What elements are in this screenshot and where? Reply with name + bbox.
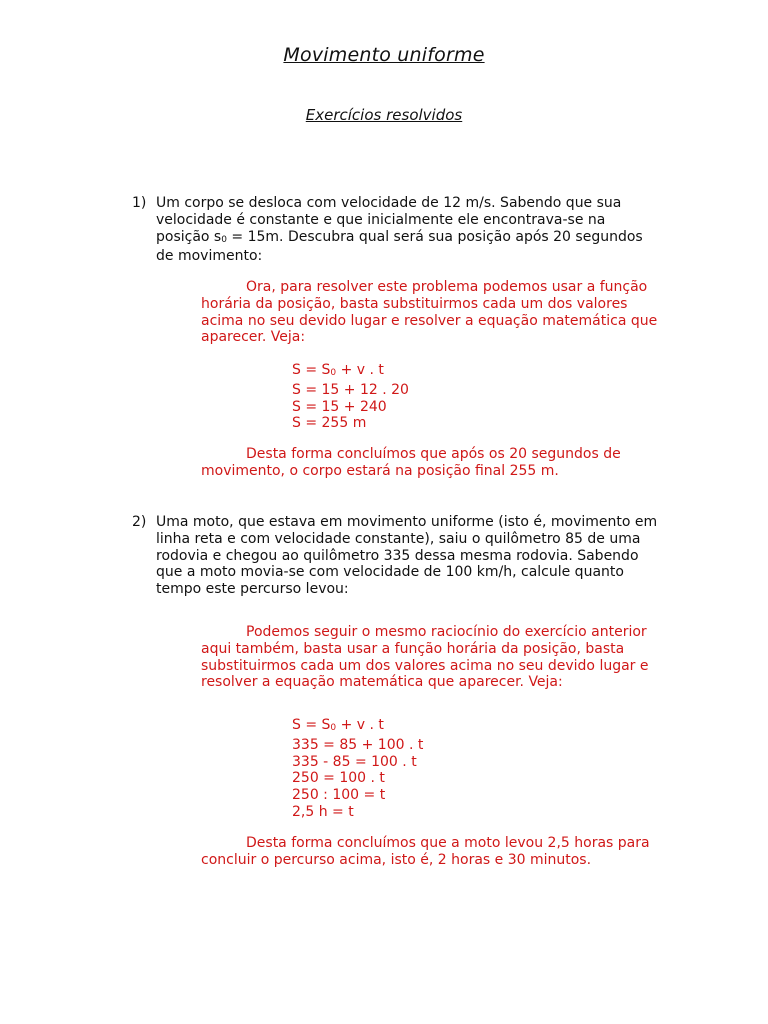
answer-2-equation-1-a: S = S xyxy=(292,717,331,733)
answer-2-equation-5: 250 : 100 = t xyxy=(292,787,386,804)
answer-1-equations xyxy=(292,362,409,432)
answer-1-conclusion: Desta forma concluímos que após os 20 segundos de movimento, o corpo estará na posição final 255 m. xyxy=(201,446,621,479)
question-2-text: Uma moto, que estava em movimento uniforme (isto é, movimento em linha reta e com velocidade constante), saiu o quilômetro 85 de uma rodovia e chegou ao quilômetro 335 dessa mesma rodovia. Sabendo que a moto movia-se com velocidade de 100 km/h, calcule quanto tempo este percurso levou: xyxy=(156,514,658,598)
answer-2-equations xyxy=(292,717,423,821)
answer-1-equation-1-b: + v . t xyxy=(336,362,384,378)
answer-2-equation-1-b: + v . t xyxy=(336,717,384,733)
answer-2-equation-1-sub: 0 xyxy=(330,723,337,733)
answer-2-equation-1 xyxy=(292,717,423,737)
answer-2-equation-3: 335 - 85 = 100 . t xyxy=(292,753,417,770)
question-2 xyxy=(132,514,662,598)
answer-1-equation-1-sub: 0 xyxy=(330,368,337,378)
answer-1-equation-1-a: S = S xyxy=(292,362,331,378)
document-subtitle: Exercícios resolvidos xyxy=(305,106,463,124)
answer-2-intro: Podemos seguir o mesmo raciocínio do exercício anterior aqui também, basta usar a função horária da posição, basta substituirmos cada um dos valores acima no seu devido lugar e resolver a equação matemática que aparecer. Veja: xyxy=(201,624,649,691)
question-1-subscript: 0 xyxy=(221,234,227,245)
answer-1-intro: Ora, para resolver este problema podemos usar a função horária da posição, basta substituirmos cada um dos valores acima no seu devido lugar e resolver a equação matemática que aparecer. Veja: xyxy=(201,279,658,346)
question-1-text-before: Um corpo se desloca com velocidade de 12 m/s. Sabendo que sua velocidade é constante e que inicialmente ele encontrava-se na posição s xyxy=(156,195,622,245)
question-2-number: 2) xyxy=(132,514,147,530)
answer-2-equation-2: 335 = 85 + 100 . t xyxy=(292,736,424,753)
answer-2-equation-6: 2,5 h = t xyxy=(292,803,354,820)
answer-2-equation-4: 250 = 100 . t xyxy=(292,770,385,787)
answer-2-conclusion: Desta forma concluímos que a moto levou 2,5 horas para concluir o percurso acima, isto é, 2 horas e 30 minutos. xyxy=(201,835,650,868)
question-1 xyxy=(132,195,662,265)
question-1-text xyxy=(156,195,662,265)
question-1-text-after: = 15m. Descubra qual será sua posição após 20 segundos de movimento: xyxy=(156,228,643,265)
question-1-number: 1) xyxy=(132,195,147,211)
answer-1-equation-2: S = 15 + 12 . 20 xyxy=(292,381,409,398)
answer-1-equation-4: S = 255 m xyxy=(292,415,367,432)
document-title: Movimento uniforme xyxy=(283,44,485,66)
answer-1-equation-3: S = 15 + 240 xyxy=(292,398,387,415)
answer-1-equation-1 xyxy=(292,362,409,382)
